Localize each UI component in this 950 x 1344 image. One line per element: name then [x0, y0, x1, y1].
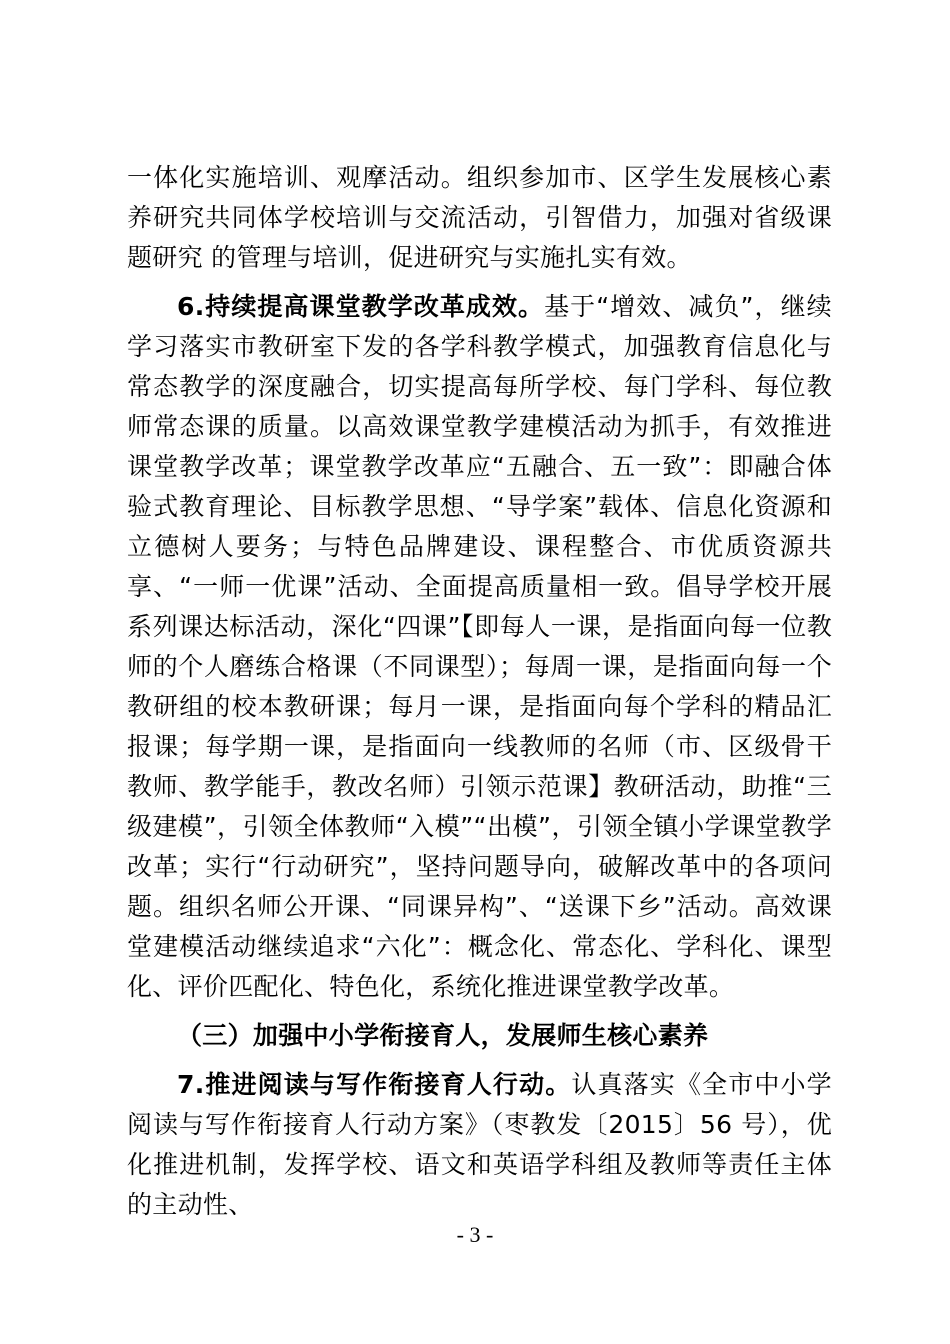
page-number: - 3 -	[456, 1222, 494, 1247]
item-6-body: 基于“增效、减负”，继续学习落实市教研室下发的各学科教学模式，加强教育信息化与常态教学的深度融合，切实提高每所学校、每门学科、每位教师常态课的质量。以高效课堂教学建模活动为抓手，有效推进课堂教学改革；课堂教学改革应“五融合、五一致”：即融合体验式教育理论、目标教学思想、“导学案”载体、信息化资源和立德树人要务；与特色品牌建设、课程整合、市优质资源共享、“一师一优课”活动、全面提高质量相一致。倡导学校开展系列课达标活动，深化“四课”【即每人一课，是指面向每一位教师的个人磨练合格课（不同课型）；每周一课，是指面向每一个教研组的校本教研课；每月一课，是指面向每个学科的精品汇报课；每学期一课，是指面向一线教师的名师（市、区级骨干教师、教学能手，教改名师）引领示范课】教研活动，助推“三级建模”，引领全体教师“入模”“出模”，引领全镇小学课堂教学改革；实行“行动研究”，坚持问题导向，破解改革中的各项问题。组织名师公开课、“同课异构”、“送课下乡”活动。高效课堂建模活动继续追求“六化”：概念化、常态化、学科化、课型化、评价匹配化、特色化，系统化推进课堂教学改革。	[127, 292, 832, 1001]
paragraph-item-7	[127, 1065, 832, 1225]
document-body	[127, 158, 832, 1234]
paragraph-item-6	[127, 287, 832, 1007]
item-6-title: 6.持续提高课堂教学改革成效。	[177, 292, 545, 321]
item-7-body: 认真落实《全市中小学阅读与写作衔接育人行动方案》（枣教发〔2015〕56 号），优化推进机制，发挥学校、语文和英语学科组及教师等责任主体的主动性、	[127, 1070, 832, 1219]
paragraph-continuation: 一体化实施培训、观摩活动。组织参加市、区学生发展核心素养研究共同体学校培训与交流活动，引智借力，加强对省级课题研究 的管理与培训，促进研究与实施扎实有效。	[127, 163, 832, 272]
section-heading-3: （三）加强中小学衔接育人，发展师生核心素养	[177, 1021, 709, 1050]
item-7-title: 7.推进阅读与写作衔接育人行动。	[177, 1070, 572, 1099]
